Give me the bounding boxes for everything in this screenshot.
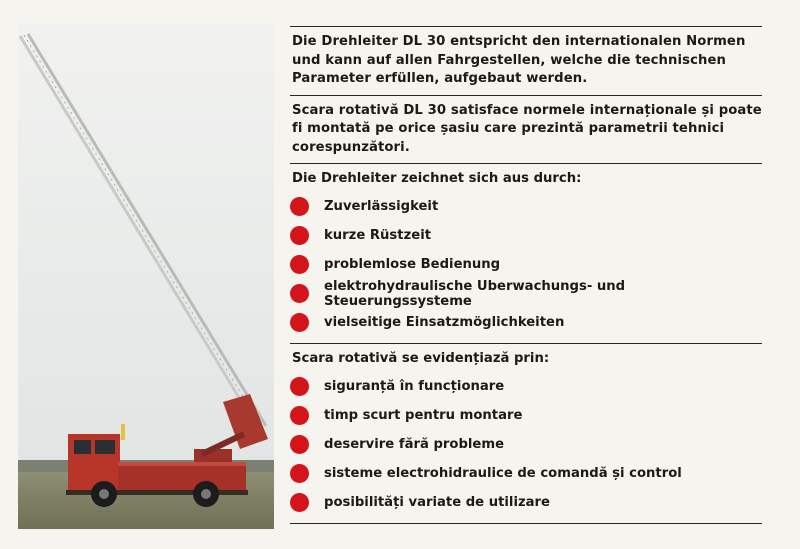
- list-item: kurze Rüstzeit: [290, 221, 762, 250]
- bullet-dot-icon: [290, 493, 309, 512]
- intro-german: Die Drehleiter DL 30 entspricht den internationalen Normen und kann auf allen Fahrgestellen, welche die technischen Parameter erfüllen, aufgebaut werden.: [292, 34, 746, 86]
- bullet-dot-icon: [290, 464, 309, 483]
- list-item: posibilități variate de utilizare: [290, 488, 762, 517]
- list-item: Zuverlässigkeit: [290, 192, 762, 221]
- fire-truck-ladder-photo: [18, 24, 274, 529]
- features-heading-romanian: Scara rotativă se evidențiază prin:: [292, 351, 550, 366]
- list-item: timp scurt pentru montare: [290, 401, 762, 430]
- bullet-dot-icon: [290, 435, 309, 454]
- text-column: [290, 26, 762, 524]
- bullet-dot-icon: [290, 406, 309, 425]
- list-item: deservire fără probleme: [290, 430, 762, 459]
- bullet-dot-icon: [290, 197, 309, 216]
- bullet-dot-icon: [290, 255, 309, 274]
- list-item: sisteme electrohidraulice de comandă și control: [290, 459, 762, 488]
- intro-romanian: Scara rotativă DL 30 satisface normele internaționale și poate fi montată pe orice șasiu care prezintă parametrii tehnici corespunzători.: [292, 102, 762, 155]
- list-item: problemlose Bedienung: [290, 250, 762, 279]
- bullet-dot-icon: [290, 313, 309, 332]
- features-heading-german: Die Drehleiter zeichnet sich aus durch:: [292, 171, 582, 186]
- bullet-dot-icon: [290, 284, 309, 303]
- bullet-dot-icon: [290, 377, 309, 396]
- list-item: elektrohydraulische Uberwachungs- und Steuerungssysteme: [290, 279, 762, 308]
- features-list-german: [290, 192, 762, 343]
- bullet-dot-icon: [290, 226, 309, 245]
- list-item: siguranță în funcționare: [290, 372, 762, 401]
- list-item: vielseitige Einsatzmöglichkeiten: [290, 308, 762, 337]
- features-list-romanian: [290, 372, 762, 523]
- divider: [290, 523, 762, 524]
